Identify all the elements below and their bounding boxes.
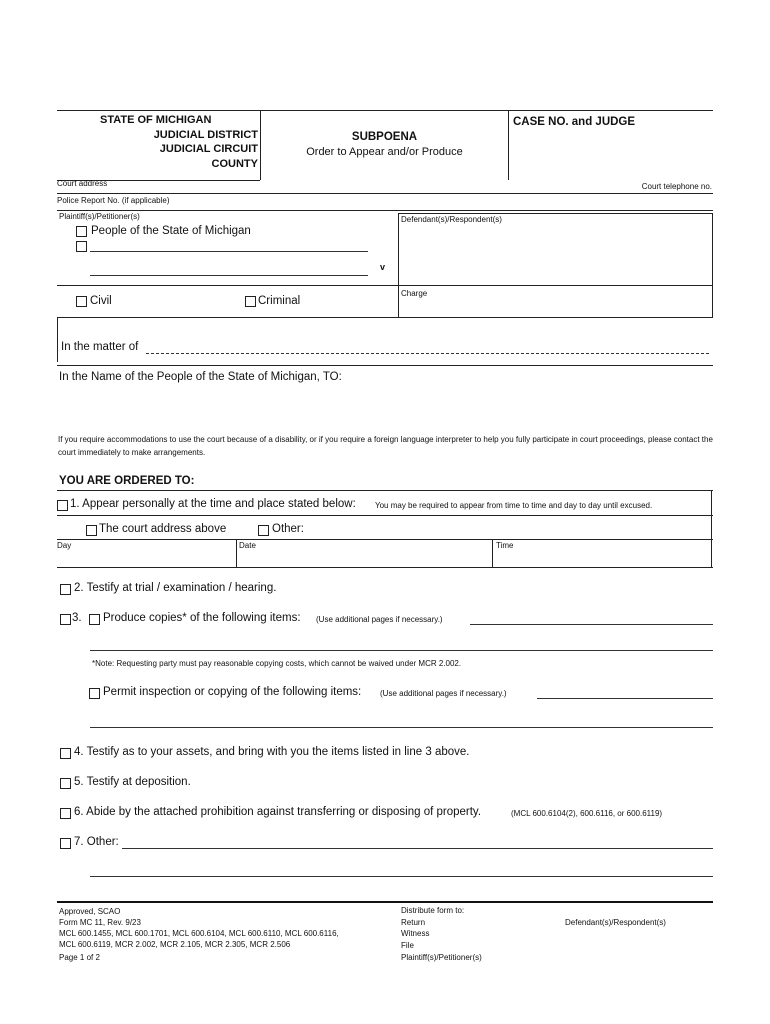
mcl-references-2: MCL 600.6119, MCR 2.002, MCR 2.105, MCR 2.305, MCR 2.506: [59, 940, 291, 949]
form-subtitle: Order to Appear and/or Produce: [306, 146, 463, 158]
court-address-field[interactable]: [57, 188, 617, 196]
item1-checkbox[interactable]: [57, 500, 68, 511]
form-title: SUBPOENA: [351, 131, 418, 143]
distribute-label: Distribute form to:: [401, 906, 465, 915]
police-report-rule: [57, 210, 713, 211]
produce-copies-text: Produce copies* of the following items:: [103, 612, 301, 624]
distribute-witness: Witness: [401, 929, 430, 938]
people-label: People of the State of Michigan: [91, 225, 251, 237]
item6-text: 6. Abide by the attached prohibition against transferring or disposing of property.: [74, 806, 482, 818]
court-above-checkbox[interactable]: [86, 525, 97, 536]
time-label: Time: [496, 541, 514, 550]
permit-line-2: [90, 727, 713, 728]
date-time-divider: [492, 539, 493, 567]
mcl-references-1: MCL 600.1455, MCL 600.1701, MCL 600.6104, MCL 600.6110, MCL 600.6116,: [59, 929, 339, 938]
plaintiff-line-2: [90, 275, 368, 276]
item3-number: 3.: [72, 612, 82, 624]
header-divider-2: [508, 110, 509, 180]
plaintiff-line-1: [90, 251, 368, 252]
header-divider-1: [260, 110, 261, 180]
time-field[interactable]: [496, 551, 708, 564]
item7-checkbox[interactable]: [60, 838, 71, 849]
criminal-checkbox[interactable]: [245, 296, 256, 307]
court-address-rule: [57, 193, 713, 194]
plaintiff-other-checkbox[interactable]: [76, 241, 87, 252]
form-number: Form MC 11, Rev. 9/23: [59, 918, 141, 927]
defendant-field[interactable]: [402, 228, 707, 283]
permit-line-1: [537, 698, 713, 699]
plaintiff-label: Plaintiff(s)/Petitioner(s): [59, 212, 140, 221]
day-row-bottom: [57, 567, 713, 568]
item6-note: (MCL 600.6104(2), 600.6116, or 600.6119): [511, 809, 663, 818]
distribute-file: File: [401, 941, 414, 950]
ordered-rule: [57, 490, 713, 491]
matter-box-left: [57, 317, 58, 362]
permit-inspection-text: Permit inspection or copying of the following items:: [103, 686, 362, 698]
item4-text: 4. Testify as to your assets, and bring with you the items listed in line 3 above.: [74, 746, 470, 758]
court-above-label: The court address above: [99, 523, 227, 535]
item7-text: 7. Other:: [74, 836, 119, 848]
day-field[interactable]: [60, 551, 232, 564]
produce-copies-checkbox[interactable]: [89, 614, 100, 625]
charge-label: Charge: [401, 289, 428, 298]
copying-costs-note: *Note: Requesting party must pay reasonable copying costs, which cannot be waived under MCR 2.002.: [92, 659, 462, 668]
parties-bottom-rule: [57, 317, 713, 318]
permit-inspection-checkbox[interactable]: [89, 688, 100, 699]
other-location-checkbox[interactable]: [258, 525, 269, 536]
court-address-label: Court address: [57, 179, 108, 188]
produce-copies-note: (Use additional pages if necessary.): [316, 615, 443, 624]
criminal-label: Criminal: [258, 295, 301, 307]
item2-text: 2. Testify at trial / examination / hearing.: [74, 582, 277, 594]
page-number: Page 1 of 2: [59, 953, 100, 962]
other-location-label: Other:: [272, 523, 304, 535]
other-line-1: [122, 848, 713, 849]
header-top-rule: [57, 110, 713, 111]
date-field[interactable]: [240, 551, 488, 564]
day-label: Day: [57, 541, 72, 550]
civil-label: Civil: [90, 295, 112, 307]
other-line-2: [90, 876, 713, 877]
defendant-box-left: [398, 213, 399, 318]
defendant-box-right: [712, 213, 713, 317]
people-checkbox[interactable]: [76, 226, 87, 237]
item6-checkbox[interactable]: [60, 808, 71, 819]
charge-field[interactable]: [402, 300, 707, 314]
item1-note: You may be required to appear from time to time and day to day until excused.: [375, 501, 653, 510]
defendant-label: Defendant(s)/Respondent(s): [401, 215, 502, 224]
parties-middle-rule: [57, 285, 713, 286]
other-location-field[interactable]: [310, 522, 705, 536]
distribute-plaintiff: Plaintiff(s)/Petitioner(s): [401, 953, 482, 962]
day-row-top: [57, 539, 713, 540]
matter-label: In the matter of: [61, 341, 139, 353]
produce-line-2: [90, 650, 713, 651]
approved-scao: Approved, SCAO: [59, 907, 121, 916]
to-line: In the Name of the People of the State of Michigan, TO:: [59, 371, 342, 383]
matter-bottom-rule: [57, 365, 713, 366]
distribute-return: Return: [401, 918, 426, 927]
judicial-circuit-label: JUDICIAL CIRCUIT: [159, 143, 258, 155]
county-label: COUNTY: [211, 158, 258, 170]
versus-label: v: [380, 262, 386, 272]
case-no-field[interactable]: [513, 134, 708, 174]
item1-box-right: [711, 491, 712, 567]
civil-checkbox[interactable]: [76, 296, 87, 307]
date-label: Date: [239, 541, 256, 550]
item1-rule: [57, 515, 713, 516]
footer-rule: [57, 901, 713, 903]
item1-text: 1. Appear personally at the time and place stated below:: [70, 498, 356, 510]
item5-checkbox[interactable]: [60, 778, 71, 789]
distribute-defendant: Defendant(s)/Respondent(s): [565, 918, 666, 927]
permit-inspection-note: (Use additional pages if necessary.): [380, 689, 507, 698]
item2-checkbox[interactable]: [60, 584, 71, 595]
police-report-label: Police Report No. (if applicable): [57, 196, 170, 205]
court-telephone-label: Court telephone no.: [641, 182, 712, 191]
judicial-district-label: JUDICIAL DISTRICT: [153, 129, 258, 141]
item5-text: 5. Testify at deposition.: [74, 776, 191, 788]
matter-field[interactable]: [148, 338, 708, 352]
defendant-box-top: [398, 213, 713, 214]
to-field[interactable]: [59, 388, 709, 418]
ordered-heading: YOU ARE ORDERED TO:: [59, 475, 195, 487]
item3-checkbox[interactable]: [60, 614, 71, 625]
state-label: STATE OF MICHIGAN: [100, 114, 212, 126]
case-no-label: CASE NO. and JUDGE: [513, 116, 636, 128]
item4-checkbox[interactable]: [60, 748, 71, 759]
accommodations-notice: If you require accommodations to use the court because of a disability, or if you require a foreign language interpreter to help you fully participate in court proceedings, please contact the court immediately to make arrangements.: [58, 435, 713, 457]
produce-line-1: [470, 624, 713, 625]
day-date-divider: [236, 539, 237, 567]
